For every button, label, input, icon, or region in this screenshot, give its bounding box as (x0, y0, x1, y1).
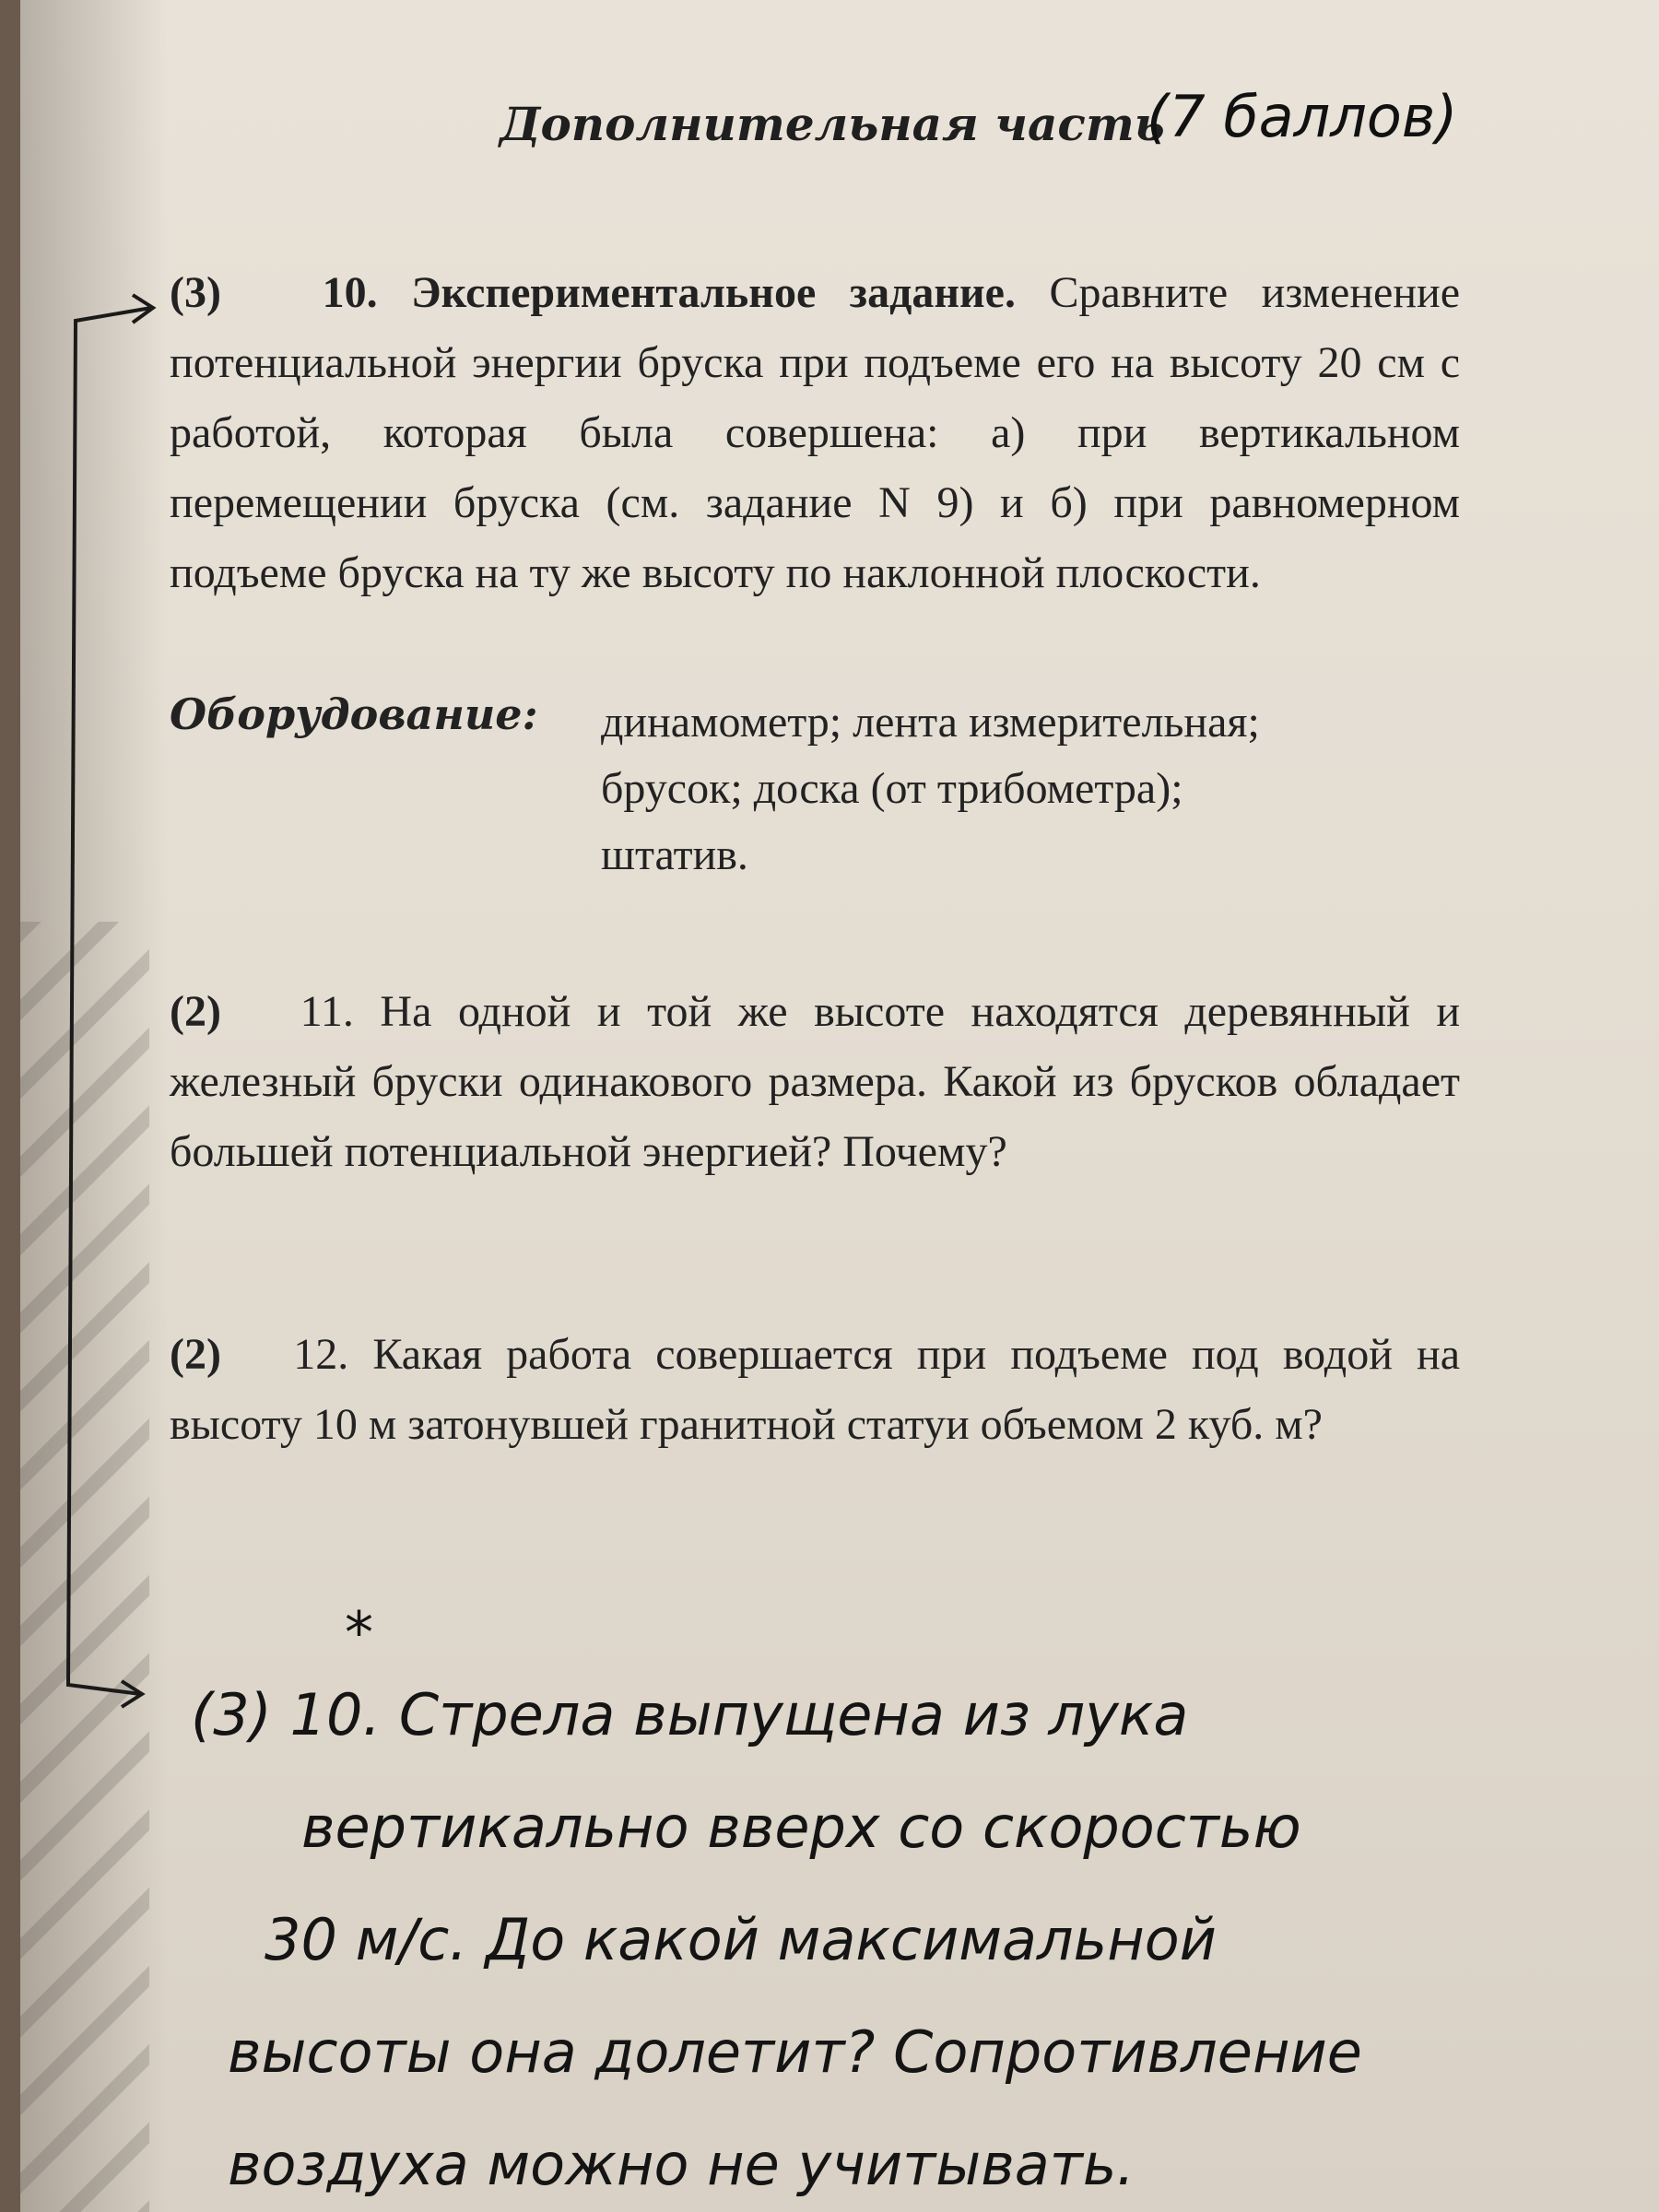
task-11-number: 11. (300, 987, 354, 1036)
task-10 (170, 258, 1460, 608)
task-11-text: На одной и той же высоте находятся деревянный и железный бруски одинакового размера. Какой из брусков обладает большей потенциальной энергией? Почему? (170, 987, 1461, 1176)
task-10-text: Сравните изменение потенциальной энергии бруска при подъеме его на высоту 20 см с работой, которая была совершена: а) при вертикальном перемещении бруска (см. задание N 9) и б) при равномерном подъеме бруска на ту же высоту по наклонной плоскости. (170, 268, 1460, 597)
task-12 (170, 1320, 1460, 1460)
task-10-number: 10. (322, 268, 378, 317)
handwritten-task (191, 1659, 1629, 2212)
handwritten-line: 30 м/с. До какой максимальной (265, 1906, 1217, 1973)
equipment-item: брусок; доска (от трибометра); (601, 764, 1183, 813)
handwritten-line: (3) 10. Стрела выпущена из лука (191, 1681, 1189, 1748)
section-title: Дополнительная часть (500, 97, 1165, 151)
task-10-points: (3) (170, 268, 221, 317)
task-12-text: Какая работа совершается при подъеме под водой на высоту 10 м затонувшей гранитной статуи объемом 2 куб. м? (170, 1330, 1460, 1449)
task-12-number: 12. (293, 1330, 349, 1379)
handwritten-line: высоты она долетит? Сопротивление (228, 2018, 1362, 2086)
bracket-line (68, 308, 151, 1694)
equipment-item: динамометр; лента измерительная; (601, 698, 1260, 747)
equipment-item: штатив. (601, 830, 748, 879)
handwritten-points-note: (7 баллов) (1147, 83, 1458, 150)
task-11-points: (2) (170, 987, 221, 1036)
handwritten-asterisk: * (345, 1599, 373, 1666)
task-10-lead: Экспериментальное задание. (411, 268, 1016, 317)
equipment-label: Оборудование: (170, 689, 538, 739)
handwritten-bracket-arrow (20, 0, 297, 1843)
worksheet-page (20, 0, 1659, 2212)
task-12-points: (2) (170, 1330, 221, 1379)
equipment-list (601, 689, 1523, 888)
task-11 (170, 977, 1460, 1187)
handwritten-line: воздуха можно не учитывать. (228, 2131, 1135, 2198)
handwritten-line: вертикально вверх со скоростью (301, 1794, 1301, 1861)
